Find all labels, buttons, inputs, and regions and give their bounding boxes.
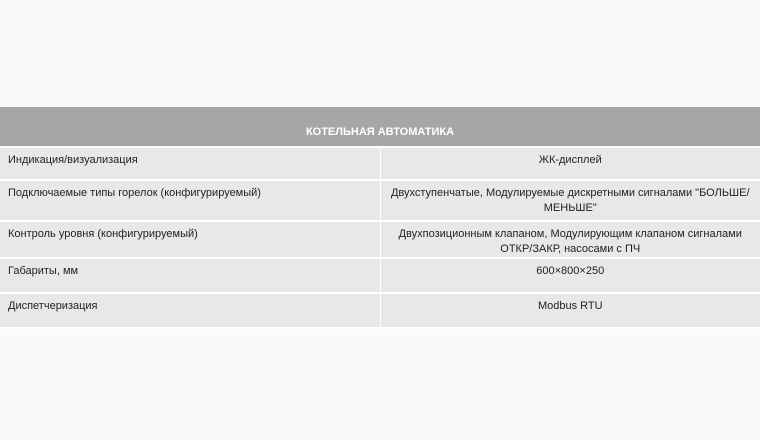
table-title: КОТЕЛЬНАЯ АВТОМАТИКА <box>0 107 760 147</box>
spec-table <box>0 107 760 329</box>
table-header-row <box>0 107 760 147</box>
row-value-burners: Двухступенчатые, Модулируемые дискретными сигналами "БОЛЬШЕ/МЕНЬШЕ" <box>380 180 760 221</box>
row-value-dimensions: 600×800×250 <box>380 258 760 293</box>
row-param-display: Индикация/визуализация <box>0 147 380 180</box>
row-value-display: ЖК-дисплей <box>380 147 760 180</box>
row-value-level: Двухпозиционным клапаном, Модулирующим клапаном сигналами ОТКР/ЗАКР, насосами с ПЧ <box>380 221 760 258</box>
table-row <box>0 180 760 221</box>
table-row <box>0 258 760 293</box>
row-value-dispatch: Modbus RTU <box>380 293 760 328</box>
table-row <box>0 221 760 258</box>
table-row <box>0 147 760 180</box>
row-param-level: Контроль уровня (конфигурируемый) <box>0 221 380 258</box>
row-param-dispatch: Диспетчеризация <box>0 293 380 328</box>
row-param-dimensions: Габариты, мм <box>0 258 380 293</box>
row-param-burners: Подключаемые типы горелок (конфигурируемый) <box>0 180 380 221</box>
table-row <box>0 293 760 328</box>
